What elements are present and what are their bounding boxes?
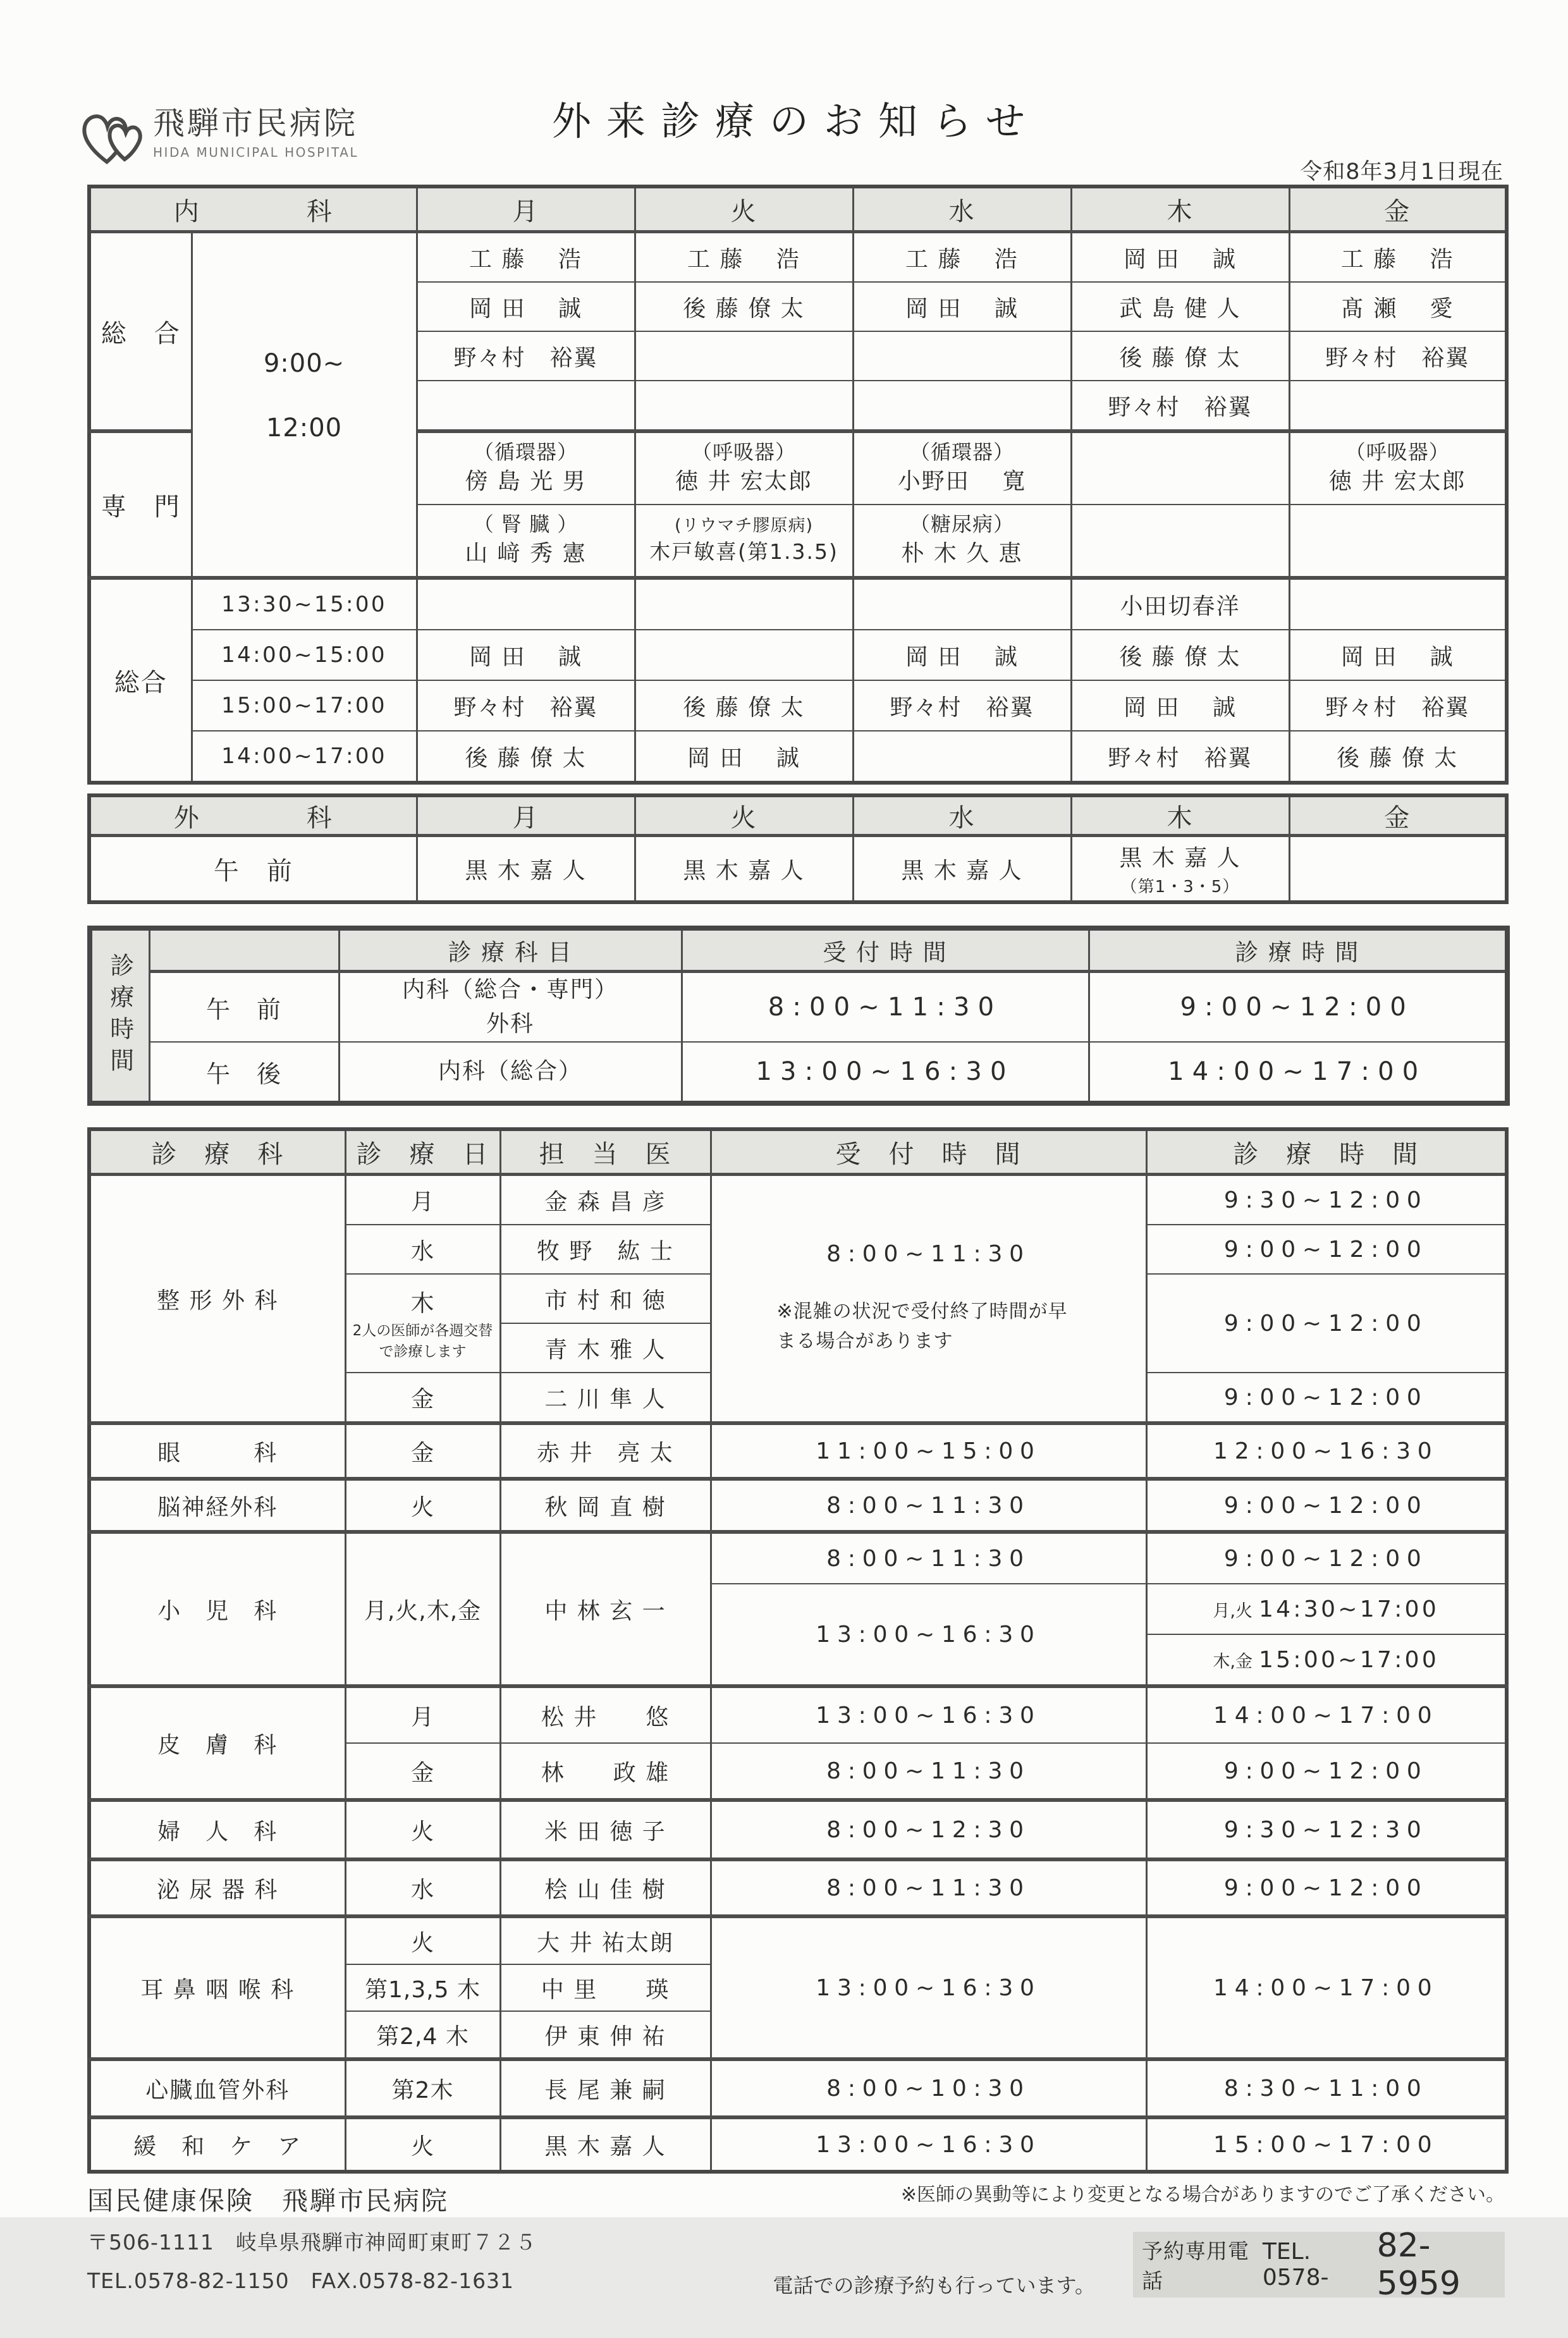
doctor-cell: 野々村 裕翼 — [417, 331, 635, 381]
hours-header-empty — [149, 928, 339, 972]
header-exam: 診 療 時 間 — [1146, 1129, 1507, 1175]
reception-time: 8:00~11:30 — [711, 1859, 1146, 1916]
doctor-cell — [1289, 381, 1507, 431]
doctor-cell: 牧 野 紘 士 — [500, 1225, 711, 1274]
group-label-senmon: 専 門 — [89, 431, 192, 578]
doctor-cell: 工 藤 浩 — [1289, 232, 1507, 283]
day-header-thu: 木 — [1071, 795, 1289, 836]
hospital-full-name: 国民健康保険 飛騨市民病院 — [87, 2186, 449, 2216]
exam-time: 9:30~12:30 — [1146, 1800, 1507, 1859]
specialist-cell — [1071, 505, 1289, 578]
hours-side-label: 診療時間 — [90, 928, 149, 1103]
naika-table-label: 内 科 — [89, 187, 417, 232]
hospital-name: 飛騨市民病院 — [153, 105, 358, 142]
day-cell: 火 — [345, 1479, 500, 1532]
doctor-cell: 大 井 祐太朗 — [500, 1916, 711, 1964]
doctor-cell: 後 藤 僚 太 — [417, 731, 635, 783]
doctor-cell: 後 藤 僚 太 — [1071, 630, 1289, 680]
doctor-week-note: （第1・3・5） — [1120, 878, 1240, 897]
internal-medicine-table — [87, 185, 1509, 785]
hours-header-exam: 診 療 時 間 — [1089, 928, 1507, 972]
reservation-label: 予約専用電話 — [1142, 2239, 1249, 2293]
hospital-logo — [78, 104, 358, 169]
doctor-cell: 中 林 玄 一 — [500, 1532, 711, 1686]
naika-afternoon-row-2 — [89, 630, 1507, 680]
day-header-tue: 火 — [635, 187, 853, 232]
reception-time: 13:00~16:30 — [711, 1584, 1146, 1686]
exam-time-pm: 14:00~17:00 — [1089, 1042, 1507, 1103]
day-cell: 火 — [345, 1916, 500, 1964]
row-dermatology-1 — [89, 1686, 1507, 1743]
row-pediatrics-1 — [89, 1532, 1507, 1584]
reception-time: 8:00~12:30 — [711, 1800, 1146, 1859]
doctor-cell — [635, 381, 853, 431]
effective-date: 令和8年3月1日現在 — [1300, 159, 1504, 185]
doctor-cell: 岡 田 誠 — [853, 630, 1071, 680]
surgery-table — [87, 793, 1509, 904]
reservation-tel-prefix: TEL. 0578- — [1262, 2239, 1329, 2291]
dept-ophthalmology: 眼 科 — [89, 1423, 345, 1479]
reception-time: 13:00~16:30 — [711, 1686, 1146, 1743]
row-urology — [89, 1859, 1507, 1916]
doctor-cell — [853, 331, 1071, 381]
day-cell: 金 — [345, 1423, 500, 1479]
day-header-wed: 水 — [853, 795, 1071, 836]
doctor-cell — [1289, 836, 1507, 903]
doctor-cell: 髙 瀬 愛 — [1289, 282, 1507, 331]
afternoon-time: 14:00~15:00 — [192, 630, 417, 680]
day-cell: 第2木 — [345, 2059, 500, 2117]
doctor-cell: 工 藤 浩 — [853, 232, 1071, 283]
day-cell: 第2,4 木 — [345, 2011, 500, 2059]
reception-time: 8:00~11:30 — [711, 1532, 1146, 1584]
naika-morning-row-1 — [89, 232, 1507, 283]
exam-time: 14:00~17:00 — [1146, 1686, 1507, 1743]
exam-time-am: 9:00~12:00 — [1089, 972, 1507, 1043]
hospital-name-en: HIDA MUNICIPAL HOSPITAL — [153, 144, 359, 160]
doctor-cell: 岡 田 誠 — [853, 282, 1071, 331]
hours-header-row — [90, 928, 1507, 972]
hospital-logo-text — [153, 104, 358, 160]
rotation-note: 2人の医師が各週交替で診療します — [352, 1322, 493, 1360]
day-cell: 金 — [345, 1373, 500, 1423]
row-cardiovascular — [89, 2059, 1507, 2117]
doctor-cell — [853, 381, 1071, 431]
exam-time: 12:00~16:30 — [1146, 1423, 1507, 1479]
specialist-cell: （呼吸器） 徳 井 宏太郎 — [635, 431, 853, 505]
afternoon-time: 13:30~15:00 — [192, 578, 417, 630]
exam-time: 9:00~12:00 — [1146, 1532, 1507, 1584]
doctor-cell: 工 藤 浩 — [417, 232, 635, 283]
header-department: 診 療 科 — [89, 1129, 345, 1175]
group-label-sogo-pm: 総合 — [89, 578, 192, 783]
dept-neurosurgery: 脳神経外科 — [89, 1479, 345, 1532]
day-cell: 火 — [345, 1800, 500, 1859]
day-header-tue: 火 — [635, 795, 853, 836]
exam-time: 木,金 15:00~17:00 — [1146, 1634, 1507, 1686]
dept-gynecology: 婦 人 科 — [89, 1800, 345, 1859]
hours-morning-row — [90, 972, 1507, 1043]
reception-time: 8:00~11:30 — [711, 1479, 1146, 1532]
specialist-cell — [1071, 431, 1289, 505]
hospital-tel-fax: TEL.0578-82-1150 FAX.0578-82-1631 — [87, 2268, 515, 2293]
exam-time: 15:00~17:00 — [1146, 2117, 1507, 2172]
day-header-wed: 水 — [853, 187, 1071, 232]
exam-time: 9:00~12:00 — [1146, 1225, 1507, 1274]
doctor-cell: 野々村 裕翼 — [853, 680, 1071, 731]
double-heart-icon — [78, 104, 149, 169]
afternoon-time: 15:00~17:00 — [192, 680, 417, 731]
hours-header-reception: 受 付 時 間 — [682, 928, 1089, 972]
doctor-cell: 岡 田 誠 — [417, 282, 635, 331]
dept-orthopedics: 整 形 外 科 — [89, 1175, 345, 1424]
document-footer — [87, 2180, 1505, 2338]
doctor-cell: 後 藤 僚 太 — [1071, 331, 1289, 381]
doctor-cell: 松 井 悠 — [500, 1686, 711, 1743]
reception-time: 8:00~11:30 — [826, 1241, 1031, 1267]
doctor-cell: 武 島 健 人 — [1071, 282, 1289, 331]
specialist-cell: （循環器） 小野田 寛 — [853, 431, 1071, 505]
doctor-cell — [1289, 578, 1507, 630]
doctor-cell — [853, 731, 1071, 783]
depts-header-row — [89, 1129, 1507, 1175]
day-header-mon: 月 — [417, 795, 635, 836]
document-content — [87, 75, 1505, 2338]
day-cell: 水 — [345, 1225, 500, 1274]
doctor-cell: 黒 木 嘉 人 — [417, 836, 635, 903]
exam-time: 9:00~12:00 — [1146, 1479, 1507, 1532]
exam-time: 9:00~12:00 — [1146, 1373, 1507, 1423]
morning-time-from: 9:00~ — [263, 349, 345, 378]
day-cell-thu: 木 2人の医師が各週交替で診療します — [345, 1274, 500, 1373]
doctor-cell: 米 田 徳 子 — [500, 1800, 711, 1859]
doctor-cell: 岡 田 誠 — [1071, 680, 1289, 731]
naika-afternoon-row-3 — [89, 680, 1507, 731]
doctor-cell: 野々村 裕翼 — [1289, 331, 1507, 381]
geka-header-row — [89, 795, 1507, 836]
doctor-cell — [417, 381, 635, 431]
morning-time-cell — [192, 232, 417, 578]
exam-time: 9:00~12:00 — [1146, 1274, 1507, 1373]
doctor-cell — [635, 578, 853, 630]
doctor-cell: 桧 山 佳 樹 — [500, 1859, 711, 1916]
specialist-cell: （循環器） 傍 島 光 男 — [417, 431, 635, 505]
day-cell: 火 — [345, 2117, 500, 2172]
day-cell: 月,火,木,金 — [345, 1532, 500, 1686]
doctor-cell: 岡 田 誠 — [635, 731, 853, 783]
doctor-cell: 小田切春洋 — [1071, 578, 1289, 630]
doctor-cell: 後 藤 僚 太 — [635, 680, 853, 731]
geka-table-label: 外 科 — [89, 795, 417, 836]
doctor-cell — [417, 578, 635, 630]
header-reception: 受 付 時 間 — [711, 1129, 1146, 1175]
exam-time: 8:30~11:00 — [1146, 2059, 1507, 2117]
day-cell: 月 — [345, 1686, 500, 1743]
geka-morning-row — [89, 836, 1507, 903]
header-day: 診 療 日 — [345, 1129, 500, 1175]
row-ophthalmology — [89, 1423, 1507, 1479]
doctor-cell: 林 政 雄 — [500, 1743, 711, 1800]
specialist-cell: (リウマチ膠原病) 木戸敏喜(第1.3.5) — [635, 505, 853, 578]
dept-ent: 耳 鼻 咽 喉 科 — [89, 1916, 345, 2059]
doctor-cell: 市 村 和 徳 — [500, 1274, 711, 1323]
dept-cardiovascular: 心臓血管外科 — [89, 2059, 345, 2117]
doctor-cell: 後 藤 僚 太 — [635, 282, 853, 331]
dept-palliative-care: 緩 和 ケ ア — [89, 2117, 345, 2172]
doctor-cell: 黒 木 嘉 人 （第1・3・5） — [1071, 836, 1289, 903]
page-title: 外来診療のお知らせ — [551, 98, 1041, 144]
hospital-address: 〒506-1111 岐阜県飛騨市神岡町東町７２５ — [87, 2230, 537, 2255]
row-palliative-care — [89, 2117, 1507, 2172]
clinic-hours-table — [87, 926, 1510, 1106]
row-orthopedics-mon — [89, 1175, 1507, 1225]
departments-table — [87, 1127, 1509, 2174]
exam-time: 9:00~12:00 — [1146, 1859, 1507, 1916]
geka-period-label: 午 前 — [89, 836, 417, 903]
doctor-cell: 青 木 雅 人 — [500, 1323, 711, 1373]
doctor-cell: 野々村 裕翼 — [417, 680, 635, 731]
doctor-cell: 中 里 瑛 — [500, 1964, 711, 2011]
reception-note: ※混雑の状況で受付終了時間が早まる場合があります — [776, 1301, 1068, 1352]
specialist-cell: （ 腎 臓 ） 山 﨑 秀 憲 — [417, 505, 635, 578]
reservation-phone-box — [1133, 2227, 1505, 2303]
doctor-cell: 黒 木 嘉 人 — [635, 836, 853, 903]
reservation-tel-number: 82-5959 — [1376, 2227, 1461, 2303]
day-header-fri: 金 — [1289, 187, 1507, 232]
period-pm: 午 後 — [149, 1042, 339, 1103]
doctor-cell: 野々村 裕翼 — [1289, 680, 1507, 731]
row-neurosurgery — [89, 1479, 1507, 1532]
dept-dermatology: 皮 膚 科 — [89, 1686, 345, 1800]
morning-time-to: 12:00 — [266, 413, 343, 443]
doctor-cell: 長 尾 兼 嗣 — [500, 2059, 711, 2117]
reception-time-am: 8:00~11:30 — [682, 972, 1089, 1043]
day-cell: 水 — [345, 1859, 500, 1916]
doctor-cell: 岡 田 誠 — [1289, 630, 1507, 680]
group-label-sogo-am: 総 合 — [89, 232, 192, 432]
naika-afternoon-row-1 — [89, 578, 1507, 630]
day-cell: 月 — [345, 1175, 500, 1225]
doctor-cell — [635, 630, 853, 680]
doctor-cell: 岡 田 誠 — [1071, 232, 1289, 283]
doctor-cell: 赤 井 亮 太 — [500, 1423, 711, 1479]
specialist-cell: （糖尿病） 朴 木 久 恵 — [853, 505, 1071, 578]
phone-booking-note: 電話での診療予約も行っています。 — [773, 2274, 1095, 2298]
day-header-fri: 金 — [1289, 795, 1507, 836]
specialist-cell: （呼吸器） 徳 井 宏太郎 — [1289, 431, 1507, 505]
doctor-cell: 金 森 昌 彦 — [500, 1175, 711, 1225]
doctor-cell: 野々村 裕翼 — [1071, 381, 1289, 431]
hours-afternoon-row — [90, 1042, 1507, 1103]
orthopedics-reception-cell — [711, 1175, 1146, 1424]
day-cell: 第1,3,5 木 — [345, 1964, 500, 2011]
doctor-cell: 岡 田 誠 — [417, 630, 635, 680]
reception-time: 11:00~15:00 — [711, 1423, 1146, 1479]
specialist-cell — [1289, 505, 1507, 578]
afternoon-time: 14:00~17:00 — [192, 731, 417, 783]
reception-time: 8:00~10:30 — [711, 2059, 1146, 2117]
doctor-cell — [635, 331, 853, 381]
dept-pediatrics: 小 児 科 — [89, 1532, 345, 1686]
reception-time: 8:00~11:30 — [711, 1743, 1146, 1800]
naika-afternoon-row-4 — [89, 731, 1507, 783]
document-header — [87, 75, 1505, 185]
schedule-change-note: ※医師の異動等により変更となる場合がありますのでご了承ください。 — [900, 2184, 1505, 2206]
header-doctor: 担 当 医 — [500, 1129, 711, 1175]
day-header-thu: 木 — [1071, 187, 1289, 232]
doctor-cell: 工 藤 浩 — [635, 232, 853, 283]
reception-time-pm: 13:00~16:30 — [682, 1042, 1089, 1103]
period-am: 午 前 — [149, 972, 339, 1043]
doctor-cell: 黒 木 嘉 人 — [500, 2117, 711, 2172]
hours-depts-pm: 内科（総合） — [339, 1042, 682, 1103]
row-ent-1 — [89, 1916, 1507, 1964]
doctor-cell: 伊 東 伸 祐 — [500, 2011, 711, 2059]
doctor-cell: 秋 岡 直 樹 — [500, 1479, 711, 1532]
row-gynecology — [89, 1800, 1507, 1859]
doctor-cell: 二 川 隼 人 — [500, 1373, 711, 1423]
day-cell: 金 — [345, 1743, 500, 1800]
exam-time: 9:00~12:00 — [1146, 1743, 1507, 1800]
day-header-mon: 月 — [417, 187, 635, 232]
exam-time: 9:30~12:00 — [1146, 1175, 1507, 1225]
hours-depts-am: 内科（総合・専門） 外科 — [339, 972, 682, 1043]
exam-time: 月,火 14:30~17:00 — [1146, 1584, 1507, 1634]
doctor-cell: 野々村 裕翼 — [1071, 731, 1289, 783]
reception-time: 13:00~16:30 — [711, 2117, 1146, 2172]
exam-time: 14:00~17:00 — [1146, 1916, 1507, 2059]
doctor-cell: 後 藤 僚 太 — [1289, 731, 1507, 783]
hours-header-dept: 診 療 科 目 — [339, 928, 682, 972]
dept-urology: 泌 尿 器 科 — [89, 1859, 345, 1916]
reception-time: 13:00~16:30 — [711, 1916, 1146, 2059]
doctor-cell — [853, 578, 1071, 630]
doctor-cell: 黒 木 嘉 人 — [853, 836, 1071, 903]
